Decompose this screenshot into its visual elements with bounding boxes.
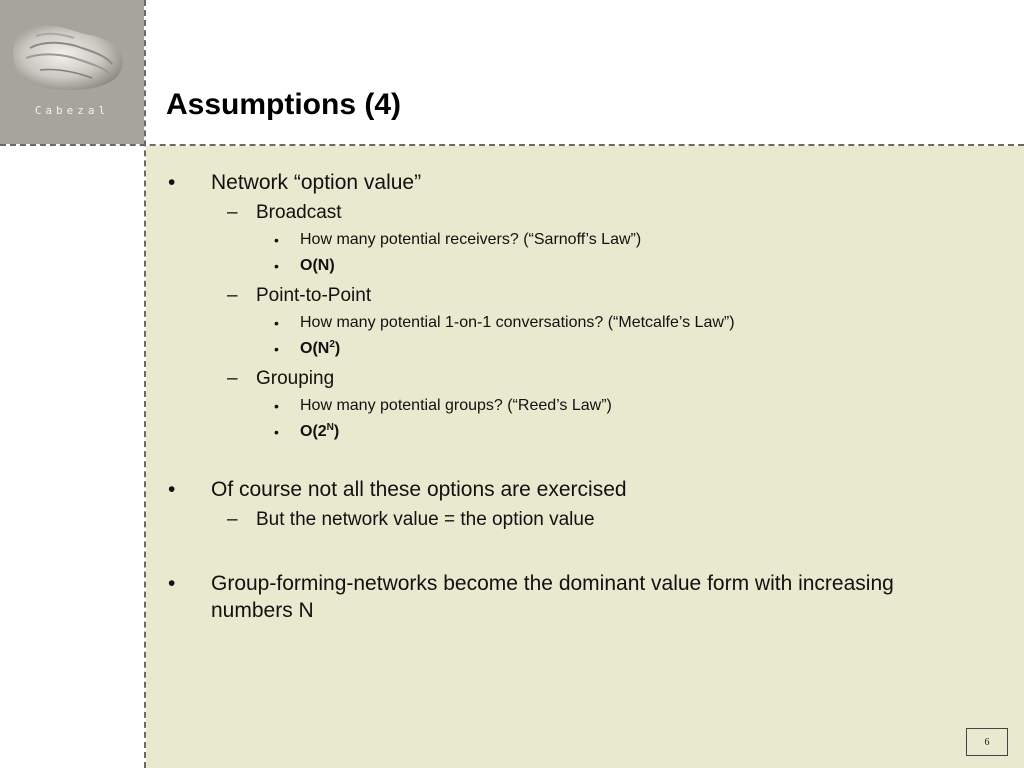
bullet-marker: • — [168, 478, 176, 501]
formula-exponent: 2 — [329, 339, 335, 350]
content-panel — [146, 146, 1024, 768]
sub-bullet-text: Point-to-Point — [256, 285, 372, 306]
dash-marker: – — [227, 368, 238, 389]
bullet-marker: • — [274, 424, 279, 440]
complexity-formula — [274, 422, 339, 442]
sub-sub-bullet-text: How many potential groups? (“Reed’s Law”) — [300, 397, 612, 414]
dash-marker: – — [227, 202, 238, 223]
bullet-text: Group-forming-networks become the dominant value form with increasing numbers N — [211, 572, 894, 622]
sub-bullet-item — [227, 508, 595, 532]
sub-sub-bullet-item — [274, 396, 612, 416]
bullet-item — [168, 476, 928, 503]
sub-sub-bullet-item — [274, 230, 641, 250]
sub-sub-bullet-item — [274, 313, 735, 333]
page-number: 6 — [966, 728, 1008, 756]
formula-close: ) — [334, 340, 341, 357]
formula-base: O(N — [300, 340, 330, 357]
bullet-marker: • — [274, 315, 279, 331]
bullet-text: Of course not all these options are exercised — [211, 478, 627, 501]
sub-sub-bullet-item — [274, 339, 340, 359]
sub-sub-bullet-item — [274, 256, 335, 276]
sub-sub-bullet-text: How many potential receivers? (“Sarnoff’s Law”) — [300, 231, 642, 248]
bullet-marker: • — [274, 232, 279, 248]
bullet-marker: • — [274, 398, 279, 414]
dash-marker: – — [227, 285, 238, 306]
bullet-item — [168, 169, 928, 196]
bullet-marker: • — [168, 572, 176, 595]
sub-sub-bullet-item — [274, 422, 339, 442]
bullet-marker: • — [274, 258, 279, 274]
sub-sub-bullet-text: How many potential 1-on-1 conversations? (“Metcalfe’s Law”) — [300, 314, 735, 331]
sub-bullet-text: But the network value = the option value — [256, 509, 595, 530]
stone-sculpture-icon — [0, 0, 144, 100]
formula-close: ) — [333, 423, 340, 440]
formula-base: O(2 — [300, 423, 327, 440]
sub-bullet-item — [227, 201, 342, 225]
sub-bullet-item — [227, 367, 334, 391]
logo-block — [0, 0, 144, 144]
sub-bullet-item — [227, 284, 371, 308]
slide-title: Assumptions (4) — [166, 88, 402, 121]
sub-bullet-text: Grouping — [256, 368, 335, 389]
formula-exponent: N — [326, 422, 334, 433]
bullet-marker: • — [168, 171, 176, 194]
bullet-text: Network “option value” — [211, 171, 422, 194]
bullet-marker: • — [274, 341, 279, 357]
sub-bullet-text: Broadcast — [256, 202, 342, 223]
dash-marker: – — [227, 509, 238, 530]
logo-text: Cabezal — [34, 104, 110, 117]
complexity-formula — [274, 339, 340, 359]
bullet-item — [168, 570, 928, 624]
complexity-formula: O(N) — [300, 257, 335, 274]
